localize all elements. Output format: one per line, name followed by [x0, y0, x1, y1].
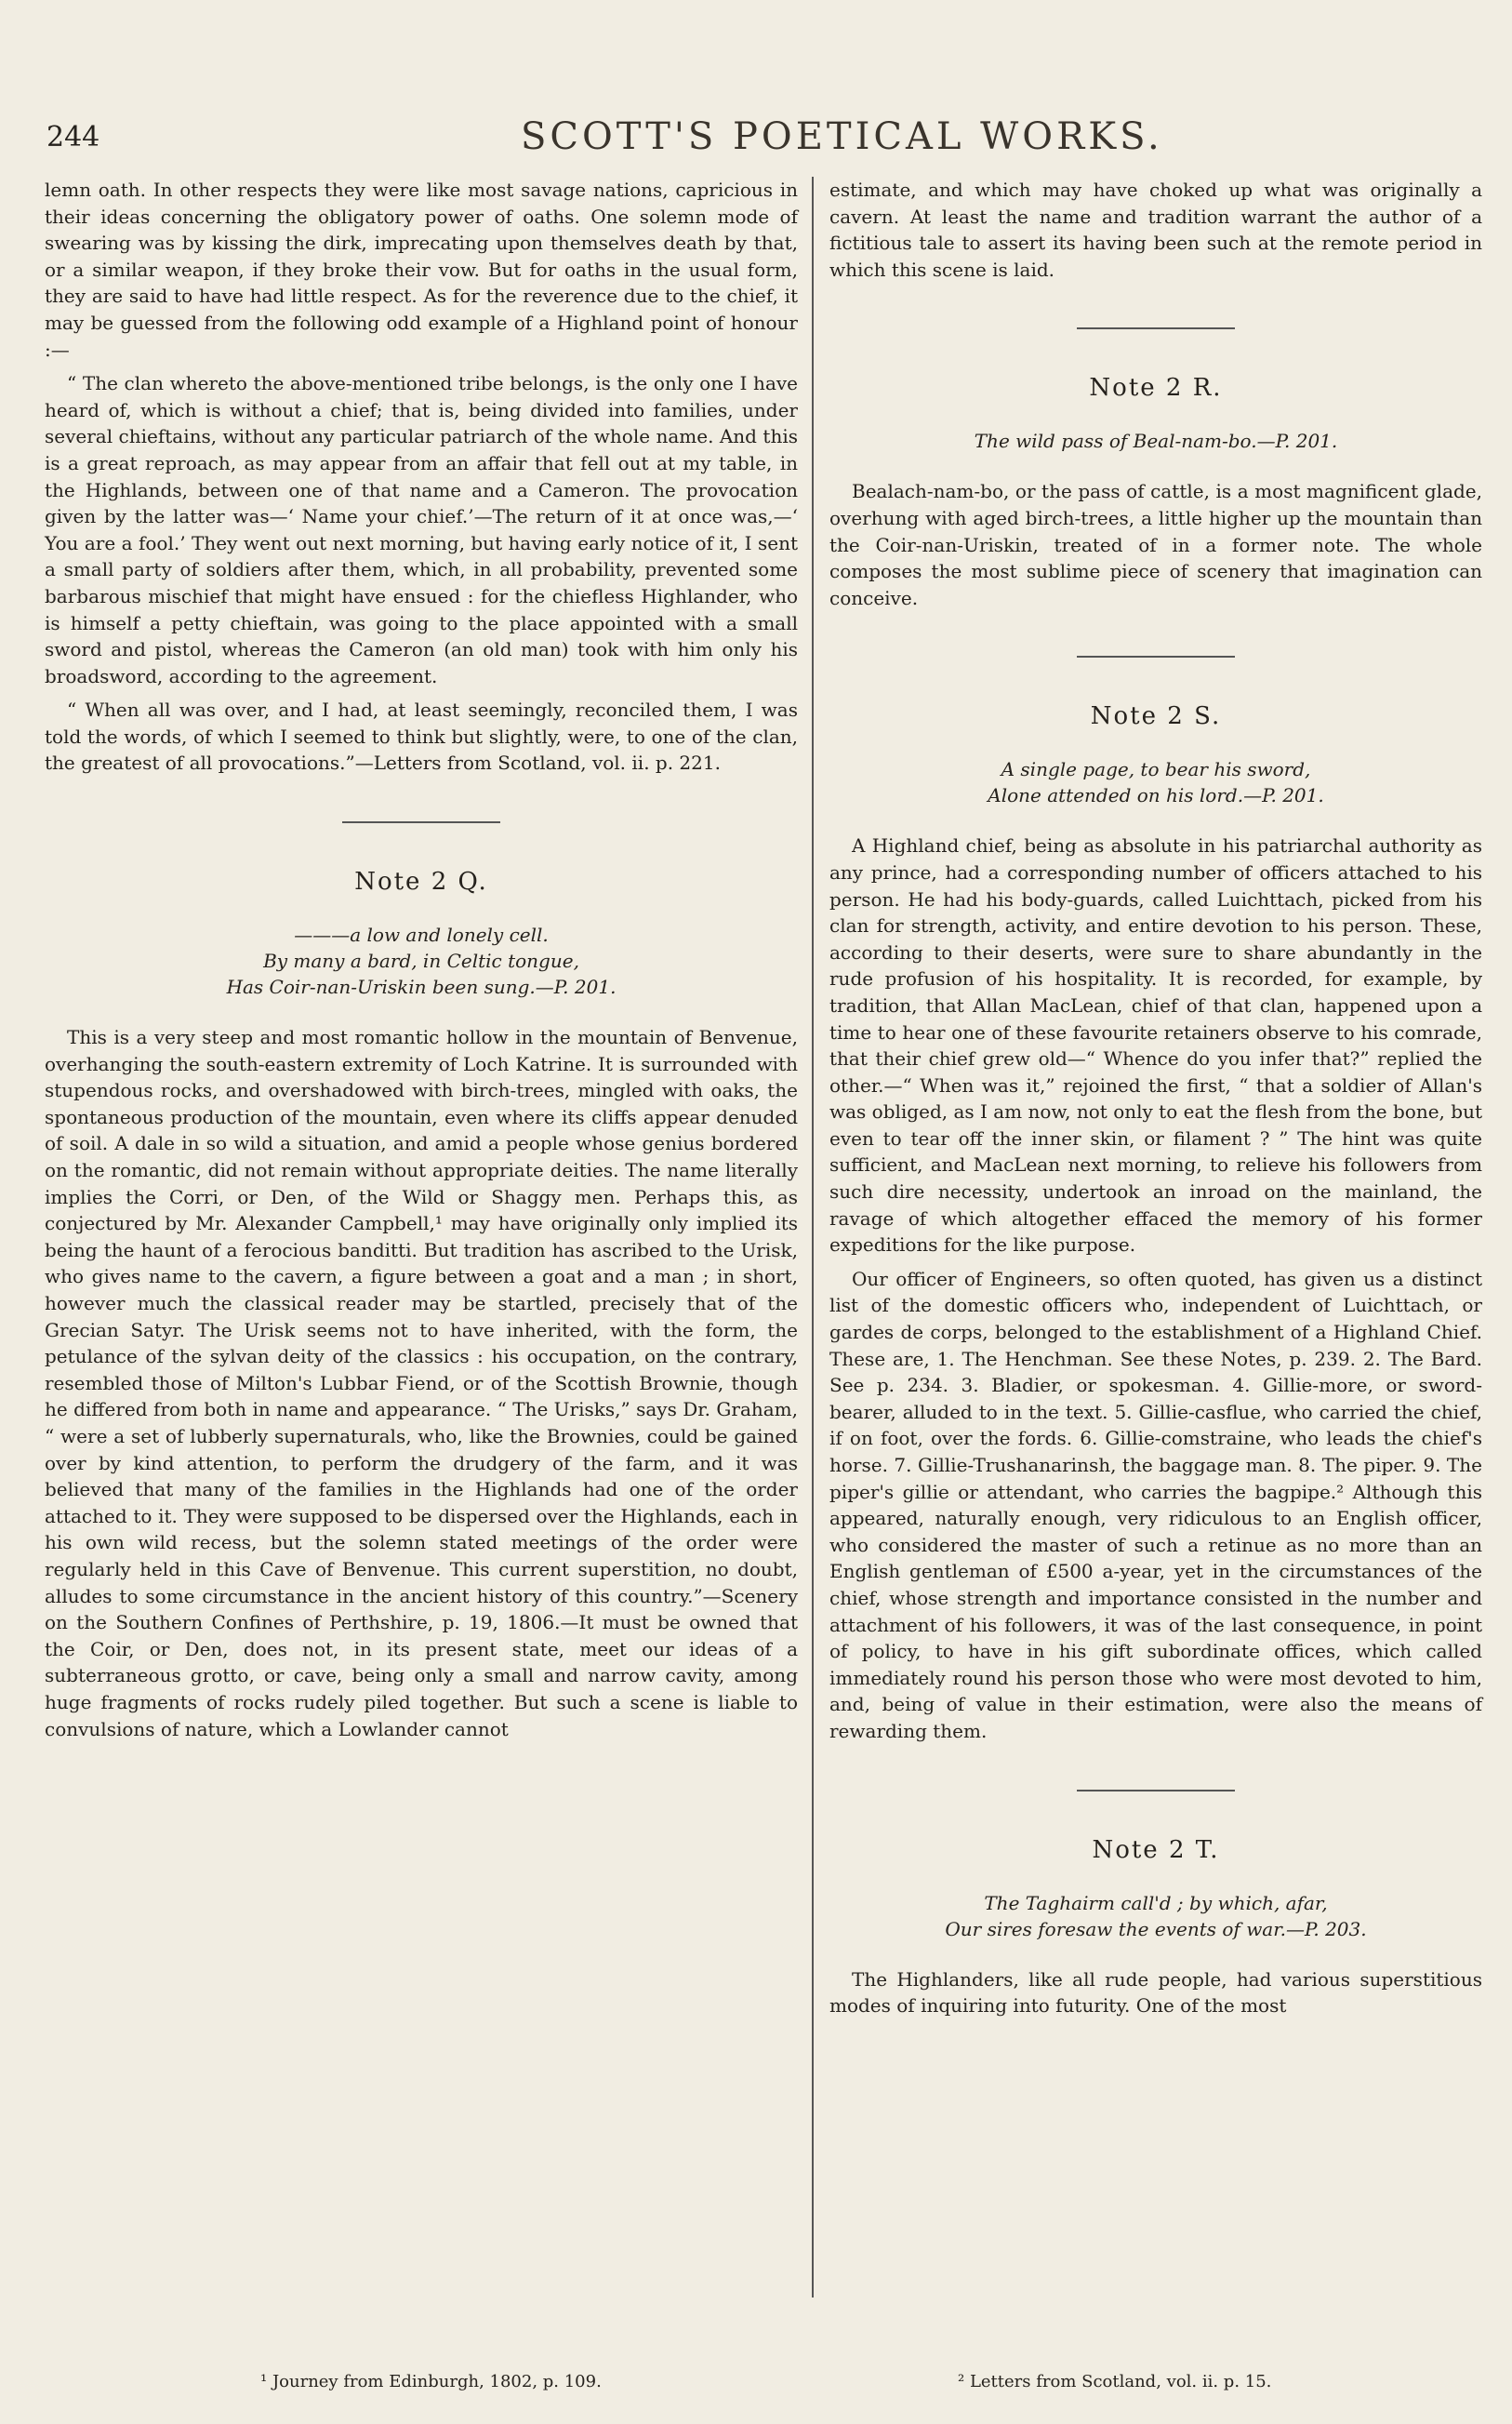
verse-line: ———a low and lonely cell.	[294, 924, 549, 947]
column-divider	[812, 177, 814, 2297]
separator-rule	[1077, 1790, 1235, 1791]
right-paragraph-1: estimate, and which may have choked up what was originally a cavern. At least the name and tradition warrant the author of a fictitious tale to assert its having been such at the remote period in which this scene is laid.	[829, 179, 1482, 281]
right-paragraph-4: Our officer of Engineers, so often quoted, has given us a distinct list of the domestic officers who, independent of Luichttach, or gardes de corps, belonged to the establishment of a Highland Chief. These are, 1. The Henchman. See these Notes, p. 239. 2. The Bard. See p. 234. 3. Bladier, or spokesman. 4. Gillie-more, or sword-bearer, alluded to in the text. 5. Gillie-casflue, who carried the chief, if on foot, over the fords. 6. Gillie-comstraine, who leads the chief's horse. 7. Gillie-Trushanarinsh, the baggage man. 8. The piper. 9. The piper's gillie or attendant, who carries the bagpipe.² Although this appeared, naturally enough, very ridiculous to an English officer, who considered the master of such a retinue as no more than an English gentleman of £500 a-year, yet in the circumstances of the chief, whose strength and importance consisted in the number and attachment of his followers, it was of the last consequence, in point of policy, to have in his gift subordinate offices, which called immediately round his person those who were most devoted to him, and, being of value in their estimation, were also the means of rewarding them.	[829, 1267, 1482, 1742]
right-paragraph-2: Bealach-nam-bo, or the pass of cattle, is a most magnificent glade, overhung with aged birch-trees, a little higher up the mountain than the Coir-nan-Uriskin, treated of in a former note. The whole composes the most sublime piece of scenery that imagination can conceive.	[829, 480, 1482, 609]
footnote-left: ¹ Journey from Edinburgh, 1802, p. 109.	[260, 2372, 602, 2391]
left-paragraph-2: “ The clan whereto the above-mentioned tribe belongs, is the only one I have heard of, which is without a chief; that is, being divided into families, under several chieftains, without any particular patriarch of the whole name. And this is a great reproach, as may appear from an affair that fell out at my table, in the Highlands, between one of that name and a Cameron. The provocation given by the latter was—‘ Name your chief.’—The return of it at once was,—‘ You are a fool.’ They went out next morning, but having early notice of it, I sent a small party of soldiers after them, which, in all probability, prevented some barbarous mischief that might have ensued : for the chiefless Highlander, who is himself a petty chieftain, was going to the place appointed with a small sword and pistol, whereas the Cameron (an old man) took with him only his broadsword, according to the agreement.	[45, 372, 798, 687]
note-2s-heading: Note 2 S.	[1090, 702, 1222, 731]
verse-line: The Taghairm call'd ; by which, afar,	[984, 1891, 1328, 1914]
verse-line: Our sires foresaw the events of war.—P. 203.	[945, 1917, 1367, 1940]
verse-line: Has Coir-nan-Uriskin been sung.—P. 201.	[226, 976, 617, 999]
right-paragraph-3: A Highland chief, being as absolute in his patriarchal authority as any prince, had a corresponding number of officers attached to his person. He had his body-guards, called Luichttach, picked from his clan for strength, activity, and entire devotion to his person. These, according to their deserts, were sure to share abundantly in the rude profusion of his hospitality. It is recorded, for example, by tradition, that Allan MacLean, chief of that clan, happened upon a time to hear one of these favourite retainers observe to his comrade, that their chief grew old—“ Whence do you infer that?” replied the other.—“ When was it,” rejoined the first, “ that a soldier of Allan's was obliged, as I am now, not only to eat the flesh from the bone, but even to tear off the inner skin, or filament ? ” The hint was quite sufficient, and MacLean next morning, to relieve his followers from such dire necessity, undertook an inroad on the mainland, the ravage of which altogether effaced the memory of his former expeditions for the like purpose.	[829, 834, 1482, 1257]
right-column	[829, 177, 1482, 2027]
verse-line: The wild pass of Beal-nam-bo.—P. 201.	[974, 430, 1338, 453]
page-number: 244	[46, 121, 100, 153]
left-column	[45, 177, 798, 1750]
left-paragraph-1: lemn oath. In other respects they were like most savage nations, capricious in their ideas concerning the obligatory power of oaths. One solemn mode of swearing was by kissing the dirk, imprecating upon themselves death by that, or a similar weapon, if they broke their vow. But for oaths in the usual form, they are said to have had little respect. As for the reverence due to the chief, it may be guessed from the following odd example of a Highland point of honour :—	[45, 179, 798, 361]
note-2t-heading: Note 2 T.	[1092, 1835, 1220, 1864]
running-head: SCOTT'S POETICAL WORKS.	[521, 115, 1163, 158]
right-paragraph-5: The Highlanders, like all rude people, had various superstitious modes of inquiring into futurity. One of the most	[829, 1967, 1482, 2018]
separator-rule	[1077, 656, 1235, 658]
note-2q-verse	[45, 922, 798, 1000]
note-2s-verse	[829, 756, 1482, 808]
separator-rule	[1077, 327, 1235, 329]
note-2r-heading: Note 2 R.	[1089, 374, 1223, 403]
note-2t-verse	[829, 1890, 1482, 1942]
verse-line: Alone attended on his lord.—P. 201.	[988, 784, 1324, 807]
note-2r-verse	[829, 428, 1482, 454]
left-paragraph-3: “ When all was over, and I had, at least seemingly, reconciled them, I was told the words, of which I seemed to think but slightly, were, to one of the clan, the greatest of all provocations.”—Letters from Scotland, vol. ii. p. 221.	[45, 699, 798, 775]
separator-rule	[342, 821, 500, 823]
verse-line: By many a bard, in Celtic tongue,	[263, 950, 579, 973]
verse-line: A single page, to bear his sword,	[1001, 758, 1311, 781]
left-paragraph-4: This is a very steep and most romantic hollow in the mountain of Benvenue, overhanging the south-eastern extremity of Loch Katrine. It is surrounded with stupendous rocks, and overshadowed with birch-trees, mingled with oaks, the spontaneous production of the mountain, even where its cliffs appear denuded of soil. A dale in so wild a situation, and amid a people whose genius bordered on the romantic, did not remain without appropriate deities. The name literally implies the Corri, or Den, of the Wild or Shaggy men. Perhaps this, as conjectured by Mr. Alexander Campbell,¹ may have originally only implied its being the haunt of a ferocious banditti. But tradition has ascribed to the Urisk, who gives name to the cavern, a figure between a goat and a man ; in short, however much the classical reader may be startled, precisely that of the Grecian Satyr. The Urisk seems not to have inherited, with the form, the petulance of the sylvan deity of the classics : his occupation, on the contrary, resembled those of Milton's Lubbar Fiend, or of the Scottish Brownie, though he differed from both in name and appearance. “ The Urisks,” says Dr. Graham, “ were a set of lubberly supernaturals, who, like the Brownies, could be gained over by kind attention, to perform the drudgery of the farm, and it was believed that many of the families in the Highlands had one of the order attached to it. They were supposed to be dispersed over the Highlands, each in his own wild recess, but the solemn stated meetings of the order were regularly held in this Cave of Benvenue. This current superstition, no doubt, alludes to some circumstance in the ancient history of this country.”—Scenery on the Southern Confines of Perthshire, p. 19, 1806.—It must be owned that the Coir, or Den, does not, in its present state, meet our ideas of a subterraneous grotto, or cave, being only a small and narrow cavity, among huge fragments of rocks rudely piled together. But such a scene is liable to convulsions of nature, which a Lowlander cannot	[45, 1026, 798, 1740]
footnote-right: ² Letters from Scotland, vol. ii. p. 15.	[958, 2372, 1272, 2391]
note-2q-heading: Note 2 Q.	[354, 868, 488, 897]
